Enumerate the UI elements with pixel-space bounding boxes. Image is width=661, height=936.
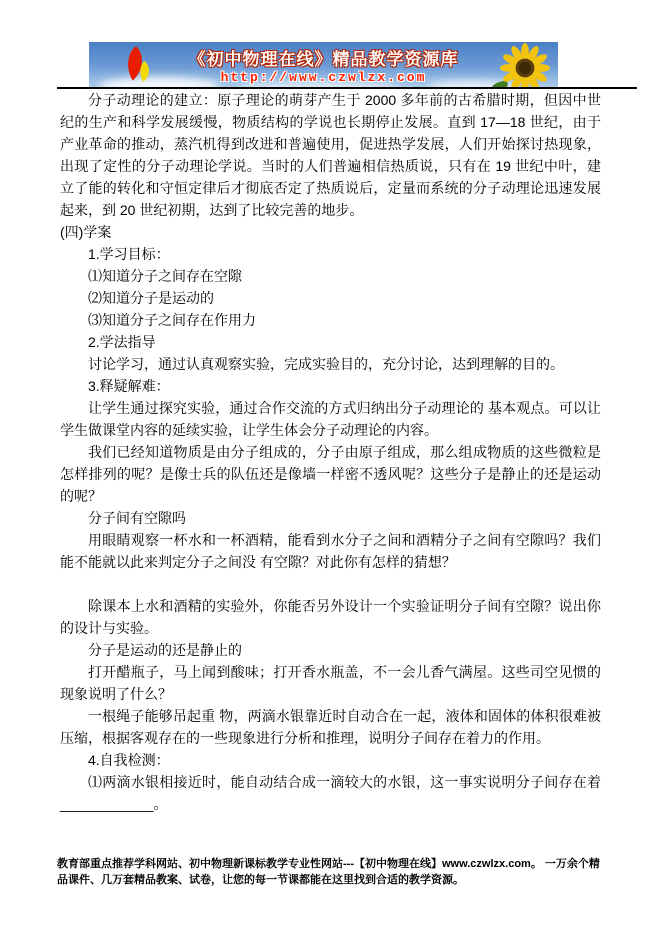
banner-title: 《初中物理在线》精品教学资源库 [188, 50, 459, 69]
paragraph: 1.学习目标： [88, 246, 170, 262]
document-body [60, 89, 601, 815]
sunflower-icon [500, 43, 550, 87]
paragraph: 除课本上水和酒精的实验外，你能否另外设计一个实验证明分子间有空隙？说出你的设计与实验。 [60, 598, 601, 636]
paragraph: 2.学法指导 [88, 334, 156, 350]
paragraph: 分子间有空隙吗 [88, 510, 186, 526]
paragraph: 分子是运动的还是静止的 [88, 642, 242, 658]
banner-text-block [189, 45, 459, 85]
paragraph [60, 573, 601, 595]
paragraph: 让学生通过探究实验，通过合作交流的方式归纳出分子动理论的 基本观点。可以让学生做课堂内容的延续实验，让学生体会分子动理论的内容。 [60, 400, 601, 438]
paragraph: ⑴知道分子之间存在空隙 [88, 268, 242, 284]
footer-note: 教育部重点推荐学科网站、初中物理新课标教学专业性网站---【初中物理在线】www.czwlzx.com。 一万余个精品课件、几万套精品教案、试卷，让您的每一节课都能在这里找到合适的教学资源。 [57, 858, 600, 886]
paragraph: 讨论学习，通过认真观察实验，完成实验目的，充分讨论，达到理解的目的。 [88, 356, 564, 372]
paragraph: ⑵知道分子是运动的 [88, 290, 214, 306]
header-banner [89, 42, 558, 87]
site-logo-flame-icon [113, 44, 159, 86]
paragraph: ⑶知道分子之间存在作用力 [88, 312, 256, 328]
paragraph: 4.自我检测： [88, 752, 170, 768]
paragraph: 分子动理论的建立：原子理论的萌芽产生于 2000 多年前的古希腊时期，但因中世纪的生产和科学发展缓慢，物质结构的学说也长期停止发展。直到 17—18 世纪，由于产业革命的推动，蒸汽机得到改进和普遍使用，促进热学发展，人们开始探讨热现象，出现了定性的分子动理论学说。当时的人们普遍相信热质说，只有在 19 世纪中叶，建立了能的转化和守恒定律后才彻底否定了热质说后，定量而系统的分子动理论迅速发展起来，到 20 世纪初期，达到了比较完善的地步。 [60, 92, 601, 218]
paragraph: 一根绳子能够吊起重 物，两滴水银靠近时自动合在一起，液体和固体的体积很难被压缩，根据客观存在的一些现象进行分析和推理，说明分子间存在着力的作用。 [60, 708, 601, 746]
paragraph: 用眼睛观察一杯水和一杯酒精，能看到水分子之间和酒精分子之间有空隙吗？我们能不能就以此来判定分子之间没 有空隙？对此你有怎样的猜想？ [60, 532, 601, 570]
paragraph: (四)学案 [60, 224, 112, 240]
paragraph: ⑴两滴水银相接近时，能自动结合成一滴较大的水银，这一事实说明分子间存在着____________。 [60, 774, 601, 812]
paragraph: 打开醋瓶子，马上闻到酸味；打开香水瓶盖，不一会儿香气满屋。这些司空见惯的现象说明了什么？ [60, 664, 601, 702]
banner-url-link[interactable]: http://www.czwlzx.com [220, 70, 427, 85]
paragraph: 我们已经知道物质是由分子组成的，分子由原子组成，那么组成物质的这些微粒是怎样排列的呢？是像士兵的队伍还是像墙一样密不透风呢？这些分子是静止的还是运动的呢？ [60, 444, 601, 504]
paragraph: 3.释疑解难： [88, 378, 170, 394]
